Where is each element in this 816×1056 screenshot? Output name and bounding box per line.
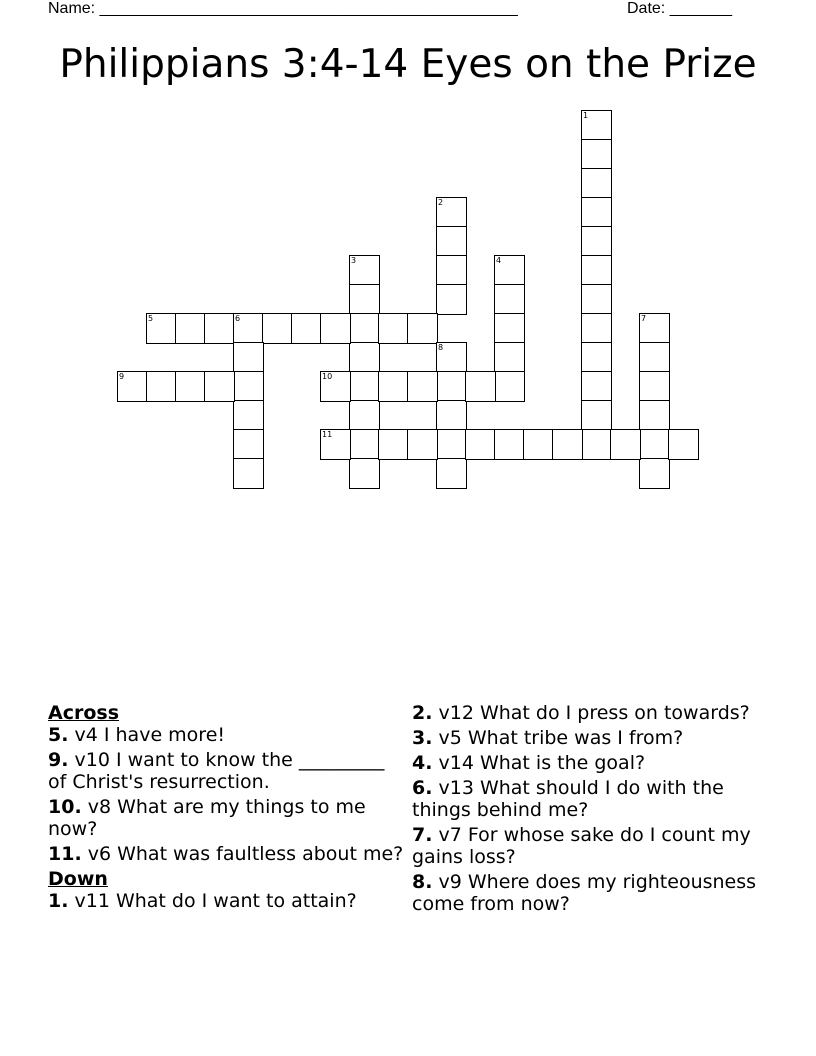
clue-text: v10 I want to know the	[74, 749, 293, 771]
clue-down-4	[412, 752, 768, 774]
grid-cell[interactable]	[639, 400, 670, 431]
grid-cell[interactable]	[262, 313, 293, 344]
clue-down-7	[412, 824, 768, 868]
grid-cell[interactable]	[407, 429, 438, 460]
clue-text: v6 What was faultless about me?	[87, 843, 404, 865]
grid-cell[interactable]	[175, 313, 206, 344]
clue-down-1	[48, 890, 404, 912]
clue-number: 6.	[412, 777, 433, 799]
grid-cell[interactable]	[378, 429, 409, 460]
grid-cell[interactable]	[523, 429, 554, 460]
grid-cell[interactable]	[146, 313, 177, 344]
grid-cell[interactable]	[349, 255, 380, 286]
clue-number: 9.	[48, 749, 69, 771]
clue-blank: _________	[298, 749, 385, 771]
cell-number: 9	[119, 372, 125, 381]
grid-cell[interactable]	[494, 371, 525, 402]
clue-text: v12 What do I press on towards?	[438, 702, 750, 724]
grid-cell[interactable]	[349, 342, 380, 373]
cell-number: 11	[322, 430, 333, 439]
grid-cell[interactable]	[436, 400, 467, 431]
clue-across-10	[48, 796, 404, 840]
grid-cell[interactable]	[581, 255, 612, 286]
grid-cell[interactable]	[639, 458, 670, 489]
clue-text-continued: of Christ's resurrection.	[48, 771, 270, 793]
clue-number: 10.	[48, 796, 82, 818]
clue-number: 11.	[48, 843, 82, 865]
grid-cell[interactable]	[233, 313, 264, 344]
grid-cell[interactable]	[581, 313, 612, 344]
grid-cell[interactable]	[581, 371, 612, 402]
grid-cell[interactable]	[494, 342, 525, 373]
clue-number: 2.	[412, 702, 433, 724]
clue-text: v9 Where does my righteousness come from now?	[412, 871, 757, 915]
grid-cell[interactable]	[407, 371, 438, 402]
clue-number: 3.	[412, 727, 433, 749]
grid-cell[interactable]	[233, 371, 264, 402]
clue-text: v11 What do I want to attain?	[74, 890, 357, 912]
grid-cell[interactable]	[233, 342, 264, 373]
date-field-label[interactable]: Date: _______	[627, 0, 732, 17]
cell-number: 5	[148, 314, 154, 323]
grid-cell[interactable]	[233, 429, 264, 460]
grid-cell[interactable]	[494, 313, 525, 344]
clue-down-8	[412, 871, 768, 915]
clue-number: 4.	[412, 752, 433, 774]
cell-number: 4	[496, 256, 502, 265]
grid-cell[interactable]	[349, 313, 380, 344]
grid-cell[interactable]	[436, 342, 467, 373]
grid-cell[interactable]	[436, 197, 467, 228]
clue-text: v4 I have more!	[74, 724, 226, 746]
clue-down-3	[412, 727, 768, 749]
cell-number: 6	[235, 314, 241, 323]
cell-number: 10	[322, 372, 333, 381]
cell-number: 7	[641, 314, 647, 323]
clue-number: 7.	[412, 824, 433, 846]
grid-cell[interactable]	[581, 342, 612, 373]
grid-cell[interactable]	[494, 284, 525, 315]
grid-cell[interactable]	[581, 429, 612, 460]
grid-cell[interactable]	[610, 429, 641, 460]
clue-down-2	[412, 702, 768, 724]
grid-cell[interactable]	[146, 371, 177, 402]
grid-cell[interactable]	[233, 400, 264, 431]
grid-cell[interactable]	[233, 458, 264, 489]
crossword-grid	[0, 0, 816, 500]
clue-down-6	[412, 777, 768, 821]
grid-cell[interactable]	[581, 400, 612, 431]
grid-cell[interactable]	[552, 429, 583, 460]
grid-cell[interactable]	[378, 371, 409, 402]
grid-cell[interactable]	[581, 284, 612, 315]
clue-number: 1.	[48, 890, 69, 912]
grid-cell[interactable]	[436, 255, 467, 286]
clue-across-11	[48, 843, 404, 865]
name-field-label[interactable]: Name: _______________________________________________	[48, 0, 518, 17]
grid-cell[interactable]	[117, 371, 148, 402]
grid-cell[interactable]	[291, 313, 322, 344]
grid-cell[interactable]	[436, 429, 467, 460]
grid-cell[interactable]	[436, 284, 467, 315]
grid-cell[interactable]	[436, 458, 467, 489]
grid-cell[interactable]	[581, 168, 612, 199]
grid-cell[interactable]	[639, 371, 670, 402]
clue-number: 5.	[48, 724, 69, 746]
grid-cell[interactable]	[349, 400, 380, 431]
grid-cell[interactable]	[639, 342, 670, 373]
grid-cell[interactable]	[494, 255, 525, 286]
grid-cell[interactable]	[320, 313, 351, 344]
grid-cell[interactable]	[378, 313, 409, 344]
clue-number: 8.	[412, 871, 433, 893]
grid-cell[interactable]	[668, 429, 699, 460]
grid-cell[interactable]	[349, 458, 380, 489]
cell-number: 3	[351, 256, 357, 265]
grid-cell[interactable]	[639, 313, 670, 344]
grid-cell[interactable]	[349, 371, 380, 402]
grid-cell[interactable]	[204, 371, 235, 402]
clues-left-column	[48, 702, 404, 915]
grid-cell[interactable]	[436, 371, 467, 402]
grid-cell[interactable]	[204, 313, 235, 344]
grid-cell[interactable]	[320, 371, 351, 402]
grid-cell[interactable]	[465, 429, 496, 460]
grid-cell[interactable]	[581, 226, 612, 257]
grid-cell[interactable]	[436, 226, 467, 257]
clue-text: v14 What is the goal?	[438, 752, 646, 774]
cell-number: 2	[438, 198, 444, 207]
down-heading: Down	[48, 868, 108, 890]
grid-cell[interactable]	[349, 429, 380, 460]
clue-text: v7 For whose sake do I count my gains loss?	[412, 824, 751, 868]
page-title: Philippians 3:4-14 Eyes on the Prize	[59, 42, 757, 87]
grid-cell[interactable]	[407, 313, 438, 344]
clue-across-5	[48, 724, 404, 746]
grid-cell[interactable]	[581, 110, 612, 141]
grid-cell[interactable]	[349, 284, 380, 315]
clue-text: v5 What tribe was I from?	[438, 727, 684, 749]
clues-right-column	[412, 702, 768, 918]
grid-cell[interactable]	[175, 371, 206, 402]
grid-cell[interactable]	[465, 371, 496, 402]
clue-text: v8 What are my things to me now?	[48, 796, 366, 840]
grid-cell[interactable]	[581, 197, 612, 228]
grid-cell[interactable]	[581, 139, 612, 170]
grid-cell[interactable]	[320, 429, 351, 460]
grid-cell[interactable]	[639, 429, 670, 460]
grid-cell[interactable]	[494, 429, 525, 460]
cell-number: 1	[583, 111, 589, 120]
across-heading: Across	[48, 702, 120, 724]
clue-across-9	[48, 749, 404, 793]
cell-number: 8	[438, 343, 444, 352]
clue-text: v13 What should I do with the things behind me?	[412, 777, 724, 821]
